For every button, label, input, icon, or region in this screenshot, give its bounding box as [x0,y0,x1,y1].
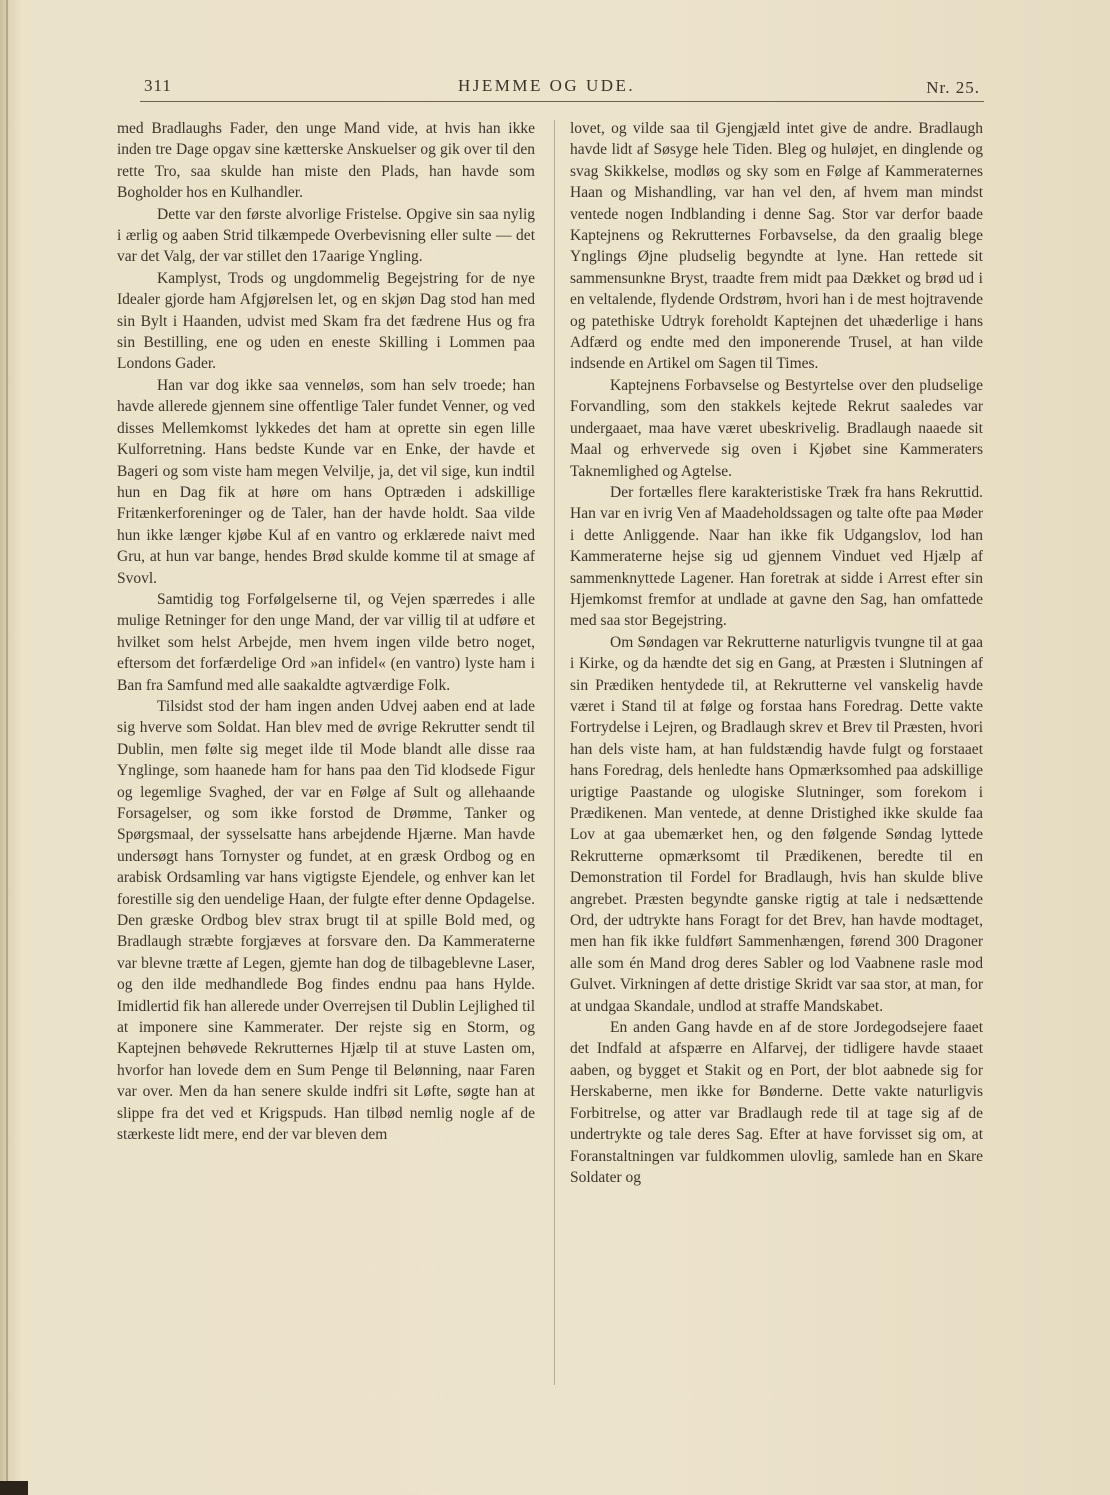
paragraph: Samtidig tog Forfølgelserne til, og Vejen spærredes i alle mulige Retninger for den unge Mand, der var villig til at udføre et hvilket som helst Arbejde, men hvem ingen vilde betro noget, eftersom det forfærdelige Ord »an infidel« (en vantro) lyste ham i Ban fra Samfund med alle saakaldte agtværdige Folk. [117,590,535,694]
paragraph: Der fortælles flere karakteristiske Træk fra hans Rekruttid. Han var en ivrig Ven af Maadeholdssagen og talte ofte paa Møder i dette Anliggende. Naar han ikke fik Udgangslov, lod han Kammeraterne hejse sig ud gjennem Vinduet ved Hjælp af sammenknyttede Lagener. Han foretrak at sidde i Arrest efter sin Hjemkomst fremfor at undlade at gavne den Sag, han omfattede med saa stor Begejstring. [570,483,983,630]
paragraph: Om Søndagen var Rekrutterne naturligvis tvungne til at gaa i Kirke, og da hændte det sig en Gang, at Præsten i Slutningen af sin Prædiken hentydede til, at Rekrutterne vel vanskelig havde været i Stand til at følge og forstaa hans Foredrag. Dette vakte Fortrydelse i Lejren, og Bradlaugh skrev et Brev til Præsten, hvori han dels viste ham, at han fuldstændig havde fulgt og forstaaet hans Foredrag, dels henledte hans Opmærksomhed paa adskillige urigtige Paastande og ulogiske Slutninger, som forekom i Prædikenen. Man ventede, at denne Dristighed ikke skulde faa Lov at gaa ubemærket hen, og den følgende Søndag lyttede Rekrutterne opmærksomt til Prædikenen, beredte til en Demonstration til Fordel for Bradlaugh, hvis han skulde blive angrebet. Præsten begyndte ganske rigtig at tale i nedsættende Ord, der udtrykte hans Foragt for det Brev, han havde modtaget, men han fik ikke fuldført Sammenhængen, førend 300 Dragoner alle som én Mand drog deres Sabler og lod Vaabnene rasle mod Gulvet. Virkningen af dette dristige Skridt var saa stor, at man, for at undgaa Skandale, undlod at straffe Mandskabet. [570,633,983,1015]
paragraph: med Bradlaughs Fader, den unge Mand vide, at hvis han ikke inden tre Dage opgav sine kætterske Anskuelser og gik over til den rette Tro, saa skulde han miste den Plads, han havde som Bogholder hos en Kulhandler. [117,120,535,202]
paragraph: Kamplyst, Trods og ungdommelig Begejstring for de nye Idealer gjorde ham Afgjørelsen let, og en skjøn Dag stod han med sin Bylt i Haanden, udvist med Skam fra det fædrene Hus og fra sin Bestilling, ene og uden en eneste Skilling i Lommen paa Londons Gader. [117,269,535,373]
paragraph: Dette var den første alvorlige Fristelse. Opgive sin saa nylig i ærlig og aaben Strid tilkæmpede Overbevisning eller sulte — det var det Valg, der var stillet den 17aarige Yngling. [117,205,535,266]
paragraph: En anden Gang havde en af de store Jordegodsejere faaet det Indfald at afspærre en Alfarvej, der tidligere havde staaet aaben, og bygget et Stakit og en Port, der blot aabnede sig for Herskaberne, men ikke for Bønderne. Dette vakte naturligvis Forbitrelse, og atter var Bradlaugh rede til at tage sig af de undertrykte og tale deres Sag. Efter at have forvisset sig om, at Foranstaltningen var fuldkommen ulovlig, samlede han en Skare Soldater og [570,1019,983,1186]
left-column [117,118,535,1388]
journal-title: HJEMME OG UDE. [458,76,636,95]
binding-gutter [6,0,8,1495]
header-rule [140,101,984,102]
scan-corner-mark [0,1481,28,1495]
paragraph: Han var dog ikke saa venneløs, som han selv troede; han havde allerede gjennem sine offentlige Taler fundet Venner, og ved disses Mellemkomst lykkedes det ham at oprette sin egen lille Kulforretning. Hans bedste Kunde var en Enke, der havde et Bageri og som viste ham megen Velvilje, ja, det vil sige, kun indtil hun en Dag fik at høre om hans Optræden i adskillige Fritænkerforeninger og de Taler, han der havde holdt. Saa vilde hun ikke længer kjøbe Kul af en vantro og erklærede naivt med Gru, at hun var bange, hendes Brød skulde komme til at smage af Svovl. [117,376,535,587]
right-column [570,118,983,1388]
paragraph: lovet, og vilde saa til Gjengjæld intet give de andre. Bradlaugh havde lidt af Søsyge hele Tiden. Bleg og huløjet, en dinglende og svag Skikkelse, modløs og sky som en Følge af Kammeraternes Haan og Mishandling, var han vel den, af hvem man mindst ventede nogen Indblanding i denne Sag. Stor var derfor baade Kaptejnens og Rekrutternes Forbavselse, da den graalig blege Ynglings Øjne pludselig begyndte at lyne. Han rettede sit sammensunkne Bryst, traadte frem midt paa Dækket og brød ud i en veltalende, flydende Ordstrøm, hvori han i de mest hojtravende og patethiske Udtryk foreholdt Kaptejnen det uhæderlige i hans Adfærd og endte med den imponerende Trusel, at han vilde indsende en Artikel om Sagen til Times. [570,120,983,373]
paragraph: Tilsidst stod der ham ingen anden Udvej aaben end at lade sig hverve som Soldat. Han blev med de øvrige Rekrutter sendt til Dublin, men følte sig meget ilde til Mode blandt alle disse raa Ynglinge, som haanede ham for hans paa den Tid klodsede Figur og legemlige Svaghed, der var en Følge af Sult og allehaande Forsagelser, og som ikke forstod de Drømme, Tanker og Spørgsmaal, der sysselsatte hans arbejdende Hjærne. Man havde undersøgt hans Tornyster og fundet, at en græsk Ordbog og en arabisk Ordsamling var hans vigtigste Ejendele, og enhver kan let forestille sig den uendelige Haan, der fulgte efter denne Opdagelse. Den græske Ordbog blev strax brugt til at spille Bold med, og Bradlaugh stræbte forgjæves at forsvare den. Da Kammeraterne var blevne trætte af Legen, gjemte han dog de tilbageblevne Laser, og den ilde medhandlede Bog findes endnu paa hans Hylde. Imidlertid fik han allerede under Overrejsen til Dublin Lejlighed til at imponere sine Kammerater. Der rejste sig en Storm, og Kaptejnen behøvede Rekrutternes Hjælp til at stuve Lasten om, hvorfor han lovede dem en Sum Penge til Belønning, naar Faren var over. Men da han senere skulde indfri sit Løfte, søgte han at slippe fra det ved et Krigspuds. Han tilbød nemlig nogle af de stærkeste lidt mere, end der var bleven dem [117,697,535,1144]
paragraph: Kaptejnens Forbavselse og Bestyrtelse over den pludselige Forvandling, som den stakkels kejtede Rekrut saaledes var undergaaet, maa have været ubeskrivelig. Bradlaugh naaede sit Maal og erhvervede sig oven i Kjøbet sine Kammeraters Taknemlighed og Agtelse. [570,376,983,480]
running-header [140,74,984,102]
issue-number: Nr. 25. [926,78,980,97]
page-number: 311 [144,76,172,95]
column-divider [554,120,555,1385]
